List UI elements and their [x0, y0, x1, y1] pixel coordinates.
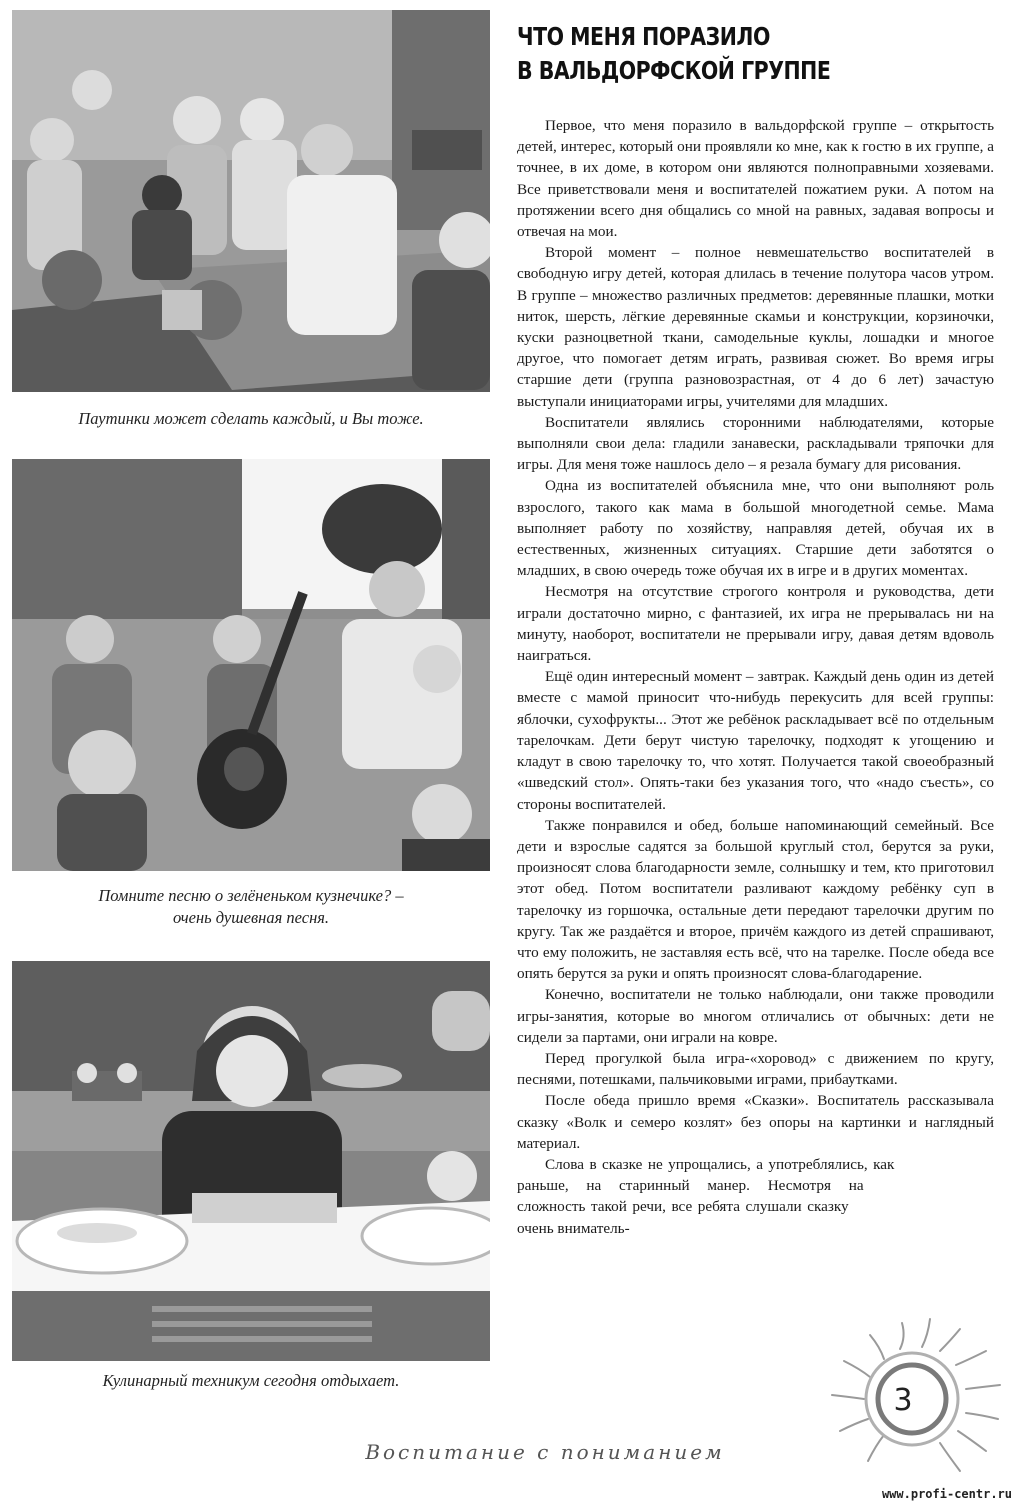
- paragraph: Первое, что меня поразило в вальдорфской группе – открытость детей, интерес, который они проявляли ко мне, как к гостю в их группе, а точнее, в их доме, в котором они являются полноправными хозяевами. Все приветствовали меня и воспитателей пожатием руки. А потом на протяжении всего дня общались со мной на равных, задавая вопросы и отвечая на мои.: [517, 117, 994, 241]
- photo-caption: [12, 885, 490, 929]
- paragraph: Также понравился и обед, больше напоминающий семейный. Все дети и взрослые садятся за большой круглый стол, берутся за руки, произносят слова благодарности земле, солнышку и тем, кто приготовил этот обед. Потом воспитатели разливают каждому ребёнку суп в тарелочку из горшочка, остальные дети передают тарелочки другим по кругу. Так же раздаётся и второе, причём каждого из детей спрашивают, что ему положить, не заставляя есть всё, что на тарелке. После обеда все опять берутся за руки и опять произносят слова-благодарение.: [517, 816, 994, 983]
- article-title: [517, 20, 919, 88]
- paragraph: Одна из воспитателей объяснила мне, что они выполняют роль взрослого, такого как мама в большой многодетной семье. Мама выполняет работу по хозяйству, направляя детей, обучая их в естественных, жизненных ситуациях. Старшие дети заботятся о младших, в свою очередь тоже обучая их в игре и в других моментах.: [517, 477, 994, 580]
- title-line: ЧТО МЕНЯ ПОРАЗИЛО: [517, 22, 770, 51]
- footer-slogan: Воспитание с пониманием: [365, 1440, 725, 1464]
- caption-line: очень душевная песня.: [172, 908, 330, 927]
- paragraph: Несмотря на отсутствие строгого контроля и руководства, дети играли достаточно мирно, с фантазией, их игра не прерывалась ни на минуту, наоборот, воспитатели не прерывали игру, давая детям вдоволь наиграться.: [517, 583, 994, 665]
- photo-cooking: [12, 961, 490, 1361]
- paragraph: Воспитатели являлись сторонними наблюдателями, которые выполняли свои дела: гладили занавески, раскладывали тряпочки для игры. Для меня тоже нашлось дело – я резала бумагу для рисования.: [517, 413, 994, 474]
- article-body: [517, 115, 994, 1328]
- photo-caption: Кулинарный техникум сегодня отдыхает.: [102, 1371, 400, 1390]
- site-url: www.profi-centr.ru: [881, 1487, 1012, 1501]
- caption-line: Помните песню о зелёненьком кузнечике? –: [98, 886, 404, 905]
- paragraph: Перед прогулкой была игра-«хоровод» с движением по кругу, песнями, потешками, пальчиковыми играми, прибаутками.: [517, 1049, 994, 1089]
- paragraph: Ещё один интересный момент – завтрак. Каждый день один из детей вместе с мамой приносит что-нибудь перекусить для всей группы: яблочки, сухофрукты... Этот же ребёнок раскладывает всё по отдельным тарелочкам. Дети берут чистую тарелочку, подходят к угощению и кладут в свою тарелочку то, что хотят. Получается такой своеобразный «шведский стол». Опять-таки без указания того, что «надо съесть», со стороны воспитателей.: [517, 668, 994, 813]
- photo-guitar: [12, 459, 490, 871]
- page-number: 3: [893, 1383, 913, 1418]
- paragraph: После обеда пришло время «Сказки». Воспитатель рассказывала сказку «Волк и семеро козлят» без опоры на картинки и наглядный материал.: [517, 1092, 994, 1152]
- title-line: В ВАЛЬДОРФСКОЙ ГРУППЕ: [517, 56, 831, 85]
- paragraph: Слова в сказке не упрощались, а употреблялись, как раньше, на старинный манер. Несмотря на сложность такой речи, все ребята слушали сказку очень вниматель-: [517, 1155, 895, 1237]
- paragraph: Конечно, воспитатели не только наблюдали, они также проводили игры-занятия, которые во многом отличались от обычных: дети не сидели за партами, они играли на ковре.: [517, 986, 994, 1046]
- paragraph: Второй момент – полное невмешательство воспитателей в свободную игру детей, которая длилась в течение полутора часов утром. В группе – множество различных предметов: деревянные плашки, мотки ниток, шерсть, лёгкие деревянные скамьи и конструкции, корзиночки, куски разноцветной ткани, самодельные куклы, лошадки и многое другое, что помогает детям играть, развивая сюжет. Во время игры старшие дети (группа разновозрастная, от 4 до 6 лет) зачастую выступали инициаторами игры, учителями для младших.: [517, 244, 994, 410]
- photo-cobwebs: [12, 10, 490, 392]
- photo-caption: Паутинки может сделать каждый, и Вы тоже.: [78, 409, 424, 428]
